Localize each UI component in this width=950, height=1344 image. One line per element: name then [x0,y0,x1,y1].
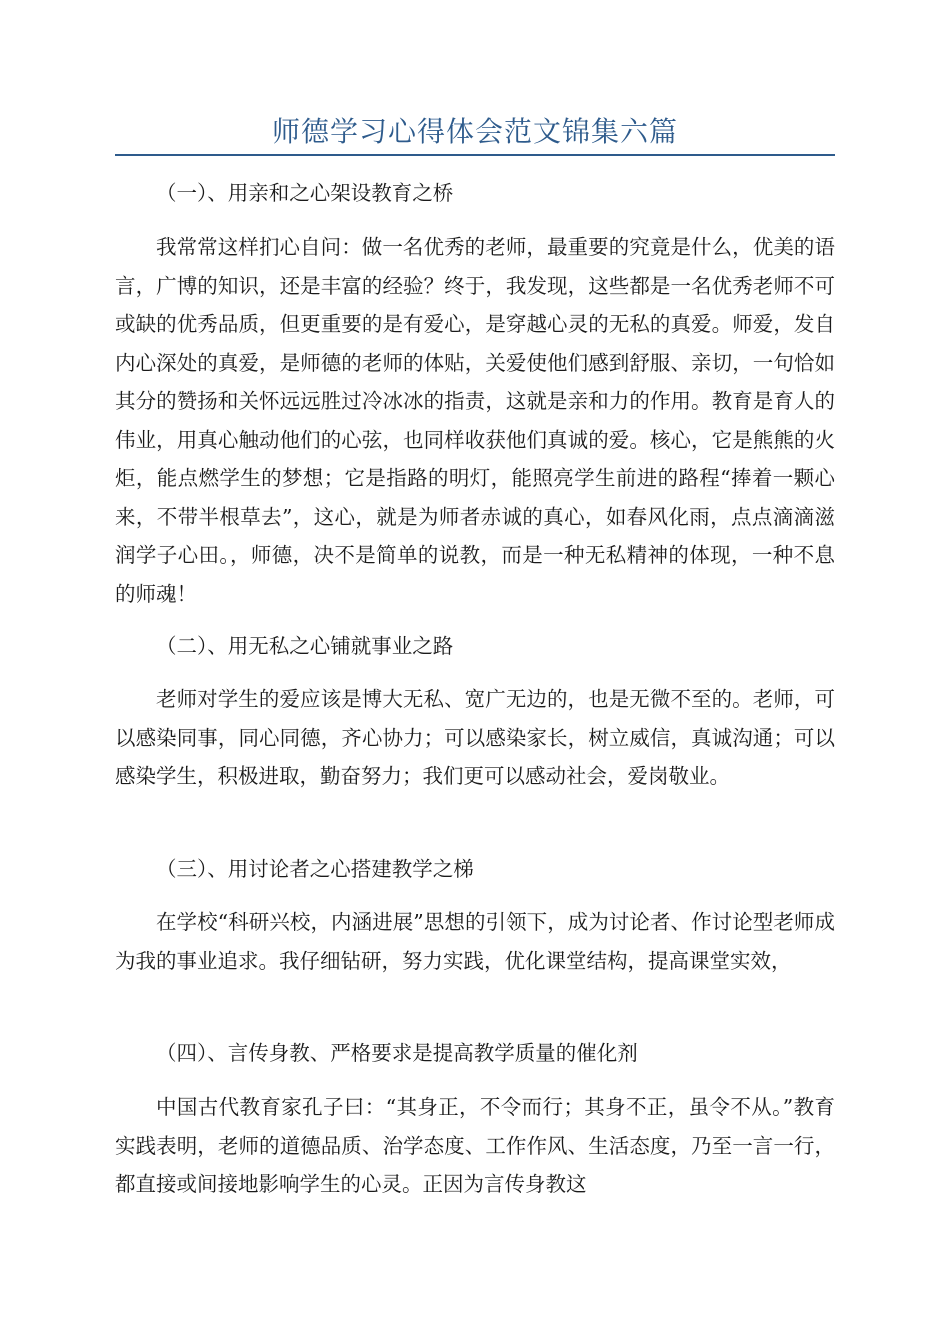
section-heading-3: （三）、用讨论者之心搭建教学之梯 [156,857,474,881]
section-heading-4: （四）、言传身教、严格要求是提高教学质量的催化剂 [156,1041,638,1065]
section-paragraph-4: 中国古代教育家孔子曰：“其身正，不令而行；其身不正，虽令不从。”教育实践表明，老师的道德品质、治学态度、工作作风、生活态度，乃至一言一行，都直接或间接地影响学生的心灵。正因为言传身教这 [115,1095,835,1196]
section-paragraph-1: 我常常这样扪心自问：做一名优秀的老师，最重要的究竟是什么，优美的语言，广博的知识，还是丰富的经验？终于，我发现，这些都是一名优秀老师不可或缺的优秀品质，但更重要的是有爱心，是穿越心灵的无私的真爱。师爱，发自内心深处的真爱，是师德的老师的体贴，关爱使他们感到舒服、亲切，一句恰如其分的赞扬和关怀远远胜过冷冰冰的指责，这就是亲和力的作用。教育是育人的伟业，用真心触动他们的心弦，也同样收获他们真诚的爱。核心，它是熊熊的火炬，能点燃学生的梦想；它是指路的明灯，能照亮学生前进的路程“捧着一颗心来，不带半根草去”，这心，就是为师者赤诚的真心，如春风化雨，点点滴滴滋润学子心田。，师德，决不是简单的说教，而是一种无私精神的体现，一种不息的师魂！ [115,235,835,606]
section-paragraph-3: 在学校“科研兴校，内涵进展”思想的引领下，成为讨论者、作讨论型老师成为我的事业追求。我仔细钻研，努力实践，优化课堂结构，提高课堂实效， [115,910,835,973]
document-title: 师德学习心得体会范文锦集六篇 [271,115,678,148]
section-heading-2: （二）、用无私之心铺就事业之路 [156,634,454,658]
section-paragraph-2: 老师对学生的爱应该是博大无私、宽广无边的，也是无微不至的。老师，可以感染同事，同心同德，齐心协力；可以感染家长，树立威信，真诚沟通；可以感染学生，积极进取，勤奋努力；我们更可以感动社会，爱岗敬业。 [115,687,835,788]
title-underline [115,154,835,156]
section-heading-1: （一）、用亲和之心架设教育之桥 [156,181,454,205]
